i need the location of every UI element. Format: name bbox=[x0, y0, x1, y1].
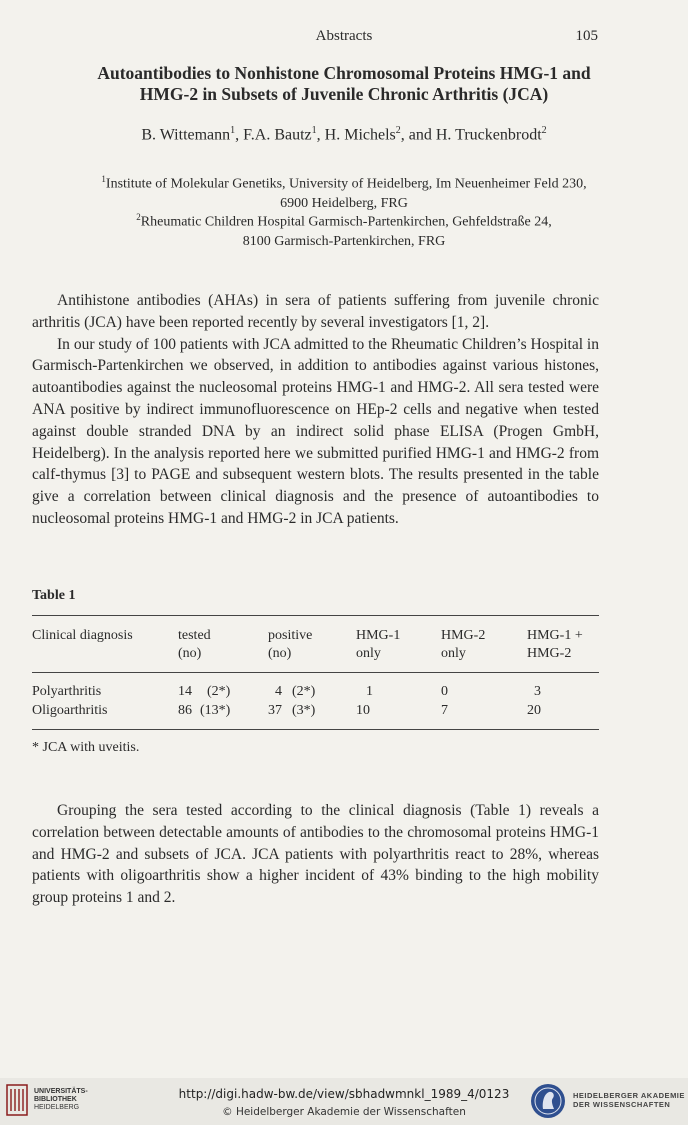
author-list bbox=[40, 125, 648, 144]
author-affiliation-mark: 1 bbox=[230, 125, 236, 136]
affiliation-mark: 1 bbox=[101, 174, 106, 184]
paragraph: In our study of 100 patients with JCA admitted to the Rheumatic Children’s Hospital in Garmisch-Partenkirchen we observed, in addition to antibodies against various histones, autoantibodies against the nucleosomal proteins HMG-1 and HMG-2. All sera tested were ANA positive by indirect immunofluorescence on HEp-2 cells and negative when tested against double stranded DNA by an indirect solid phase ELISA (Progen GmbH, Heidelberg). In the analysis reported here we submitted purified HMG-1 and HMG-2 from calf-thymus [3] to PAGE and subsequent western blots. The results presented in the table give a correlation between clinical diagnosis and the presence of autoantibodies to nucleosomal proteins HMG-1 and HMG-2 in JCA patients. bbox=[32, 335, 599, 527]
academy-name-line: DER WISSENSCHAFTEN bbox=[573, 1100, 671, 1109]
table-cell-positive: 4 bbox=[275, 684, 282, 699]
author-affiliation-mark: 1 bbox=[311, 125, 317, 136]
running-head-section: Abstracts bbox=[315, 28, 373, 44]
table-cell-diagnosis: Polyarthritis bbox=[32, 684, 102, 699]
table-bottom-rule bbox=[32, 729, 599, 730]
table-header-text: HMG-2 bbox=[441, 628, 486, 643]
table-cell-hmg2: 0 bbox=[441, 684, 448, 699]
table-cell-positive-uveitis: (3*) bbox=[292, 703, 316, 718]
paragraph: Antihistone antibodies (AHAs) in sera of patients suffering from juvenile chronic arthritis (JCA) have been reported recently by several investigators [1, 2]. bbox=[32, 292, 599, 331]
table-label: Table 1 bbox=[32, 588, 76, 603]
table-header-text: tested bbox=[178, 628, 211, 643]
table-footnote: * JCA with uveitis. bbox=[32, 740, 140, 755]
table-header-text: positive bbox=[268, 628, 313, 643]
table-header-text: (no) bbox=[178, 646, 202, 661]
table-cell-positive: 37 bbox=[268, 703, 282, 718]
table-cell-tested: 14 bbox=[178, 684, 192, 699]
table-header-hmg1 bbox=[356, 627, 400, 663]
author-name: F.A. Bautz bbox=[243, 126, 312, 144]
table-header-hmg2 bbox=[441, 627, 485, 663]
author-separator: , bbox=[235, 126, 244, 144]
author-affiliation-mark: 2 bbox=[395, 125, 401, 136]
body-section-1 bbox=[32, 290, 599, 530]
table-header-text: HMG-1 + bbox=[527, 628, 583, 643]
table-header-both bbox=[527, 627, 583, 663]
author-name: B. Wittemann bbox=[141, 126, 231, 144]
affiliation-line: 8100 Garmisch-Partenkirchen, FRG bbox=[242, 233, 446, 249]
academy-name bbox=[573, 1091, 685, 1109]
affiliation-line: 6900 Heidelberg, FRG bbox=[280, 195, 408, 211]
table-header-text: only bbox=[356, 646, 381, 661]
table-cell-positive-uveitis: (2*) bbox=[292, 684, 316, 699]
table-header-tested bbox=[178, 627, 211, 663]
library-name-line: HEIDELBERG bbox=[34, 1104, 80, 1111]
article-title-line-1: Autoantibodies to Nonhistone Chromosomal Proteins HMG-1 and bbox=[97, 63, 591, 83]
body-section-2 bbox=[32, 800, 599, 909]
affiliation-1 bbox=[30, 170, 658, 213]
affiliation-line: Rheumatic Children Hospital Garmisch-Partenkirchen, Gehfeldstraße 24, bbox=[140, 214, 552, 230]
table-cell-hmg1: 10 bbox=[356, 703, 370, 718]
table-header-positive bbox=[268, 627, 312, 663]
article-title-line-2: HMG-2 in Subsets of Juvenile Chronic Arthritis (JCA) bbox=[139, 84, 549, 104]
table-cell-hmg2: 7 bbox=[441, 703, 448, 718]
affiliation-line: Institute of Molekular Genetiks, University of Heidelberg, Im Neuenheimer Feld 230, bbox=[105, 176, 587, 192]
author-name: H. Truckenbrodt bbox=[435, 126, 542, 144]
table-header-text: only bbox=[441, 646, 466, 661]
copyright-notice: © Heidelberger Akademie der Wissenschaften bbox=[222, 1106, 466, 1118]
library-name-line: UNIVERSITÄTS- bbox=[34, 1088, 88, 1095]
table-header-text: HMG-1 bbox=[356, 628, 401, 643]
paragraph: Grouping the sera tested according to the clinical diagnosis (Table 1) reveals a correlation between detectable amounts of antibodies to the chromosomal proteins HMG-1 and HMG-2 and subsets of JCA. JCA patients with polyarthritis react to 28%, whereas patients with oligoarthritis show a higher incident of 43% binding to the high mobility group proteins 1 and 2. bbox=[32, 802, 599, 907]
table-header-diagnosis: Clinical diagnosis bbox=[32, 628, 133, 643]
table-header-text: HMG-2 bbox=[527, 646, 572, 661]
author-separator: , bbox=[316, 126, 325, 144]
table-top-rule bbox=[32, 615, 599, 616]
source-url-link[interactable]: http://digi.hadw-bw.de/view/sbhadwmnkl_1989_4/0123 bbox=[178, 1087, 510, 1101]
table-cell-tested-uveitis: (13*) bbox=[200, 703, 231, 718]
author-name: H. Michels bbox=[324, 126, 396, 144]
table-header-text: (no) bbox=[268, 646, 292, 661]
library-name-line: BIBLIOTHEK bbox=[34, 1096, 77, 1103]
running-head bbox=[0, 28, 688, 48]
table-cell-diagnosis: Oligoarthritis bbox=[32, 703, 108, 718]
article-title bbox=[40, 63, 648, 105]
affiliation-mark: 2 bbox=[136, 212, 141, 222]
table-cell-both: 20 bbox=[527, 703, 541, 718]
table-cell-hmg1: 1 bbox=[366, 684, 373, 699]
table-header-rule bbox=[32, 672, 599, 673]
table-cell-tested: 86 bbox=[178, 703, 192, 718]
table-cell-tested-uveitis: (2*) bbox=[207, 684, 231, 699]
table-cell-both: 3 bbox=[534, 684, 541, 699]
academy-name-line: HEIDELBERGER AKADEMIE bbox=[573, 1091, 685, 1100]
page-number: 105 bbox=[575, 28, 598, 44]
digitization-footer bbox=[0, 1078, 688, 1125]
author-separator: , and bbox=[400, 126, 436, 144]
affiliation-2 bbox=[30, 208, 658, 251]
academy-logo-icon bbox=[530, 1082, 566, 1120]
author-affiliation-mark: 2 bbox=[541, 125, 547, 136]
